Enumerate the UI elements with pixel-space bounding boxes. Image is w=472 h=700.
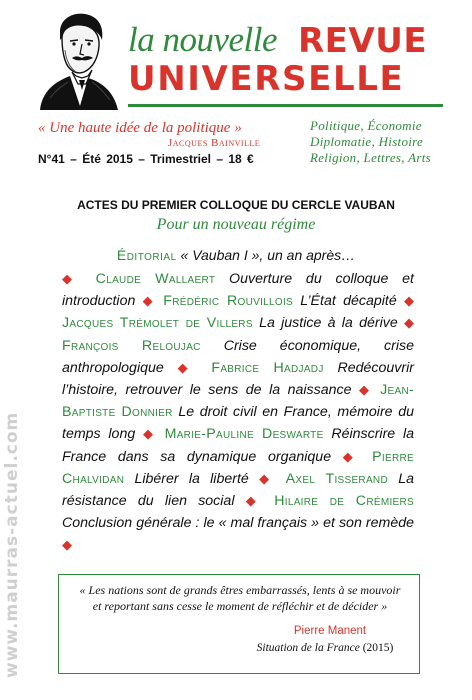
- site-watermark: www.maurras-actuel.com: [2, 411, 22, 678]
- table-of-contents: [62, 268, 414, 557]
- diamond-icon: ◆: [143, 426, 157, 442]
- contents-title: Crise économique, crise anthropologique: [62, 337, 414, 376]
- diamond-icon: ◆: [342, 448, 361, 464]
- tagline-quote: « Une haute idée de la politique »: [38, 120, 242, 136]
- issue-price: 18 €: [228, 152, 254, 166]
- contents-title: La justice à la dérive: [259, 315, 398, 332]
- subjects-line: Diplomatie, Histoire: [310, 134, 424, 149]
- contents-author: Claude Wallaert: [95, 271, 216, 287]
- diamond-icon: ◆: [359, 382, 373, 398]
- contents-author: Hilaire de Crémiers: [274, 493, 414, 510]
- contents-title: Libérer la liberté: [134, 470, 249, 487]
- colloque-subtitle: Pour un nouveau régime: [156, 216, 316, 233]
- subjects-line: Politique, Économie: [310, 118, 422, 133]
- contents-author: Jean-Baptiste Donnier: [62, 382, 414, 421]
- editorial-entry: [0, 247, 472, 263]
- contents-author: Frédéric Rouvillois: [163, 293, 293, 310]
- contents-author: Jacques Trémolet de Villers: [62, 315, 253, 332]
- quote-author: Pierre Manent: [293, 625, 367, 637]
- subjects-line: Religion, Lettres, Arts: [310, 150, 432, 165]
- diamond-icon: ◆: [177, 359, 198, 375]
- subjects-list: [310, 118, 431, 166]
- diamond-icon: ◆: [259, 470, 276, 486]
- contents-author: Pierre Chalvidan: [62, 448, 414, 487]
- diamond-icon: ◆: [62, 537, 72, 553]
- diamond-icon: ◆: [142, 293, 156, 309]
- contents-title: Réinscrire la France dans sa dynamique organique: [62, 426, 415, 465]
- masthead-title-part2: REVUE: [298, 21, 428, 61]
- editorial-label: Éditorial: [116, 247, 177, 263]
- colloque-heading: ACTES DU PREMIER COLLOQUE DU CERCLE VAUBAN: [77, 198, 395, 212]
- issue-separator: –: [70, 152, 77, 166]
- diamond-icon: ◆: [245, 493, 263, 509]
- quote-text: [70, 582, 410, 614]
- issue-number: N°41: [38, 152, 65, 166]
- contents-title: La résistance du lien social: [62, 470, 414, 510]
- masthead-divider: [128, 104, 443, 107]
- contents-title: Conclusion générale : le « mal français » et son remède: [62, 515, 414, 532]
- issue-separator: –: [138, 152, 145, 166]
- issue-info: [38, 152, 254, 166]
- contents-title: Le droit civil en France, mémoire du temps long: [62, 404, 414, 443]
- contents-title: L’État décapité: [300, 293, 397, 310]
- contents-author: Marie-Pauline Deswarte: [164, 426, 324, 443]
- editorial-title: « Vauban I », un an après…: [180, 247, 356, 263]
- quote-line: « Les nations sont de grands êtres embarrassés, lents à se mouvoir: [79, 583, 401, 597]
- issue-separator: –: [216, 152, 223, 166]
- masthead-title-part3: UNIVERSELLE: [128, 59, 405, 99]
- masthead-title-part1: la nouvelle: [128, 20, 278, 59]
- diamond-icon: ◆: [62, 271, 82, 286]
- contents-author: Fabrice Hadjadj: [211, 359, 324, 376]
- issue-frequency: Trimestriel: [150, 152, 211, 166]
- quote-source-year: (2015): [362, 642, 394, 654]
- contents-title: Ouverture du colloque et introduction: [62, 271, 414, 310]
- diamond-icon: ◆: [404, 293, 415, 309]
- contents-title: Redécouvrir l’histoire, retrouver le sens de la naissance: [62, 359, 414, 399]
- tagline-author: Jacques Bainville: [168, 137, 261, 149]
- diamond-icon: ◆: [404, 315, 414, 331]
- quote-source-title: Situation de la France: [256, 642, 360, 654]
- contents-author: Axel Tisserand: [285, 470, 388, 487]
- portrait-illustration: [30, 10, 122, 110]
- contents-author: François Reloujac: [62, 337, 201, 354]
- issue-season: Été 2015: [82, 152, 133, 166]
- quote-source: [230, 642, 420, 654]
- quote-line: et reportant sans cesse le moment de réfléchir et de décider »: [92, 599, 388, 613]
